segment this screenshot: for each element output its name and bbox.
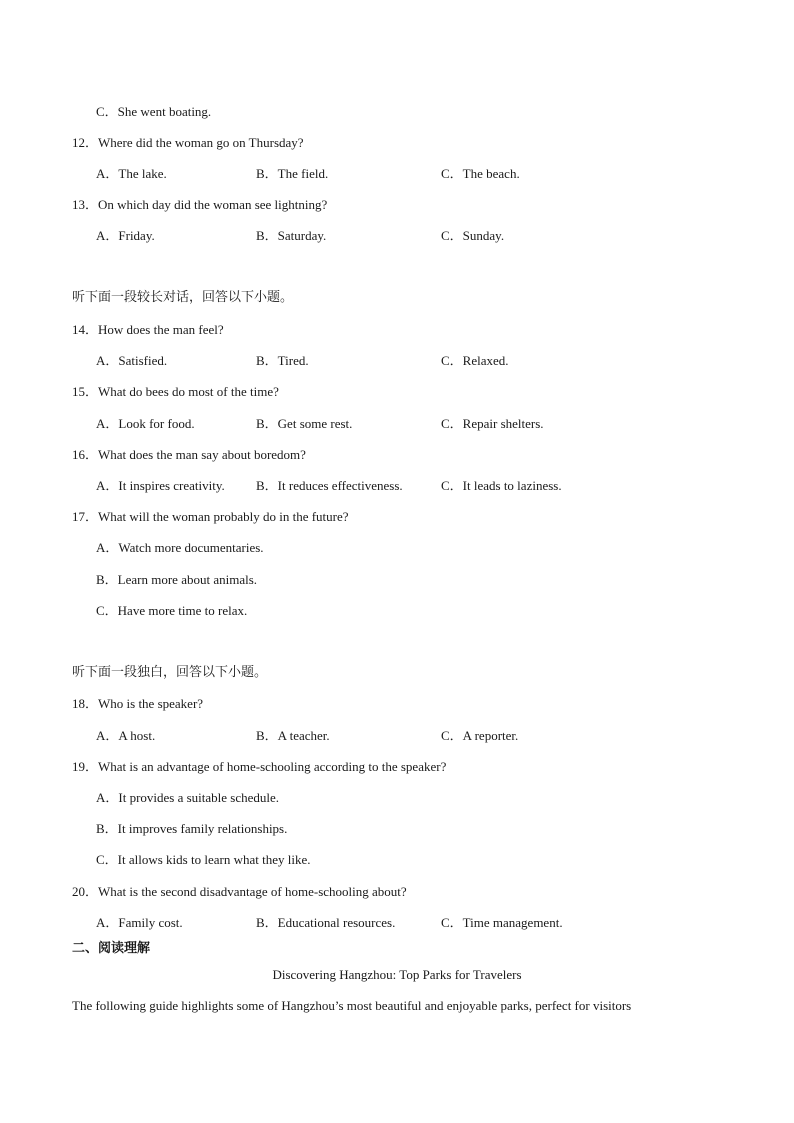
- q20-stem: 20．What is the second disadvantage of home-schooling about?: [72, 884, 407, 899]
- q19-option-a: A．It provides a suitable schedule.: [96, 790, 280, 805]
- q16-option-b: B．It reduces effectiveness.: [256, 478, 403, 493]
- q19-option-b: B．It improves family relationships.: [96, 821, 288, 836]
- q14-stem: 14．How does the man feel?: [72, 322, 224, 337]
- section-long-dialogue-instruction: 听下面一段较长对话，回答以下小题。: [72, 290, 294, 305]
- q20-option-b: B．Educational resources.: [256, 915, 396, 930]
- q18-option-a: A．A host.: [96, 728, 156, 743]
- q12-stem: 12．Where did the woman go on Thursday?: [72, 135, 304, 150]
- q20-option-a: A．Family cost.: [96, 915, 183, 930]
- q15-option-b: B．Get some rest.: [256, 416, 353, 431]
- q13-option-a: A．Friday.: [96, 228, 155, 243]
- q17-option-c: C．Have more time to relax.: [96, 603, 248, 618]
- q14-option-c: C．Relaxed.: [441, 353, 509, 368]
- q18-stem: 18．Who is the speaker?: [72, 696, 204, 711]
- q15-option-a: A．Look for food.: [96, 416, 195, 431]
- q15-stem: 15．What do bees do most of the time?: [72, 384, 279, 399]
- q19-option-c: C．It allows kids to learn what they like.: [96, 852, 311, 867]
- q13-option-b: B．Saturday.: [256, 228, 327, 243]
- q15-option-c: C．Repair shelters.: [441, 416, 544, 431]
- q11-option-c: C．She went boating.: [96, 104, 212, 119]
- q20-option-c: C．Time management.: [441, 915, 563, 930]
- q12-option-a: A．The lake.: [96, 166, 167, 181]
- q13-option-c: C．Sunday.: [441, 228, 505, 243]
- passage-paragraph: The following guide highlights some of Hangzhou’s most beautiful and enjoyable parks, perfect for visitors: [72, 998, 632, 1013]
- q19-stem: 19．What is an advantage of home-schooling according to the speaker?: [72, 759, 447, 774]
- q16-option-c: C．It leads to laziness.: [441, 478, 562, 493]
- q14-option-a: A．Satisfied.: [96, 353, 168, 368]
- q14-option-b: B．Tired.: [256, 353, 309, 368]
- q16-option-a: A．It inspires creativity.: [96, 478, 225, 493]
- q17-option-a: A．Watch more documentaries.: [96, 540, 264, 555]
- q18-option-c: C．A reporter.: [441, 728, 519, 743]
- section-monologue-instruction: 听下面一段独白，回答以下小题。: [72, 665, 268, 680]
- q17-option-b: B．Learn more about animals.: [96, 572, 258, 587]
- q17-stem: 17．What will the woman probably do in the future?: [72, 509, 349, 524]
- q13-stem: 13．On which day did the woman see lightning?: [72, 197, 328, 212]
- q12-option-b: B．The field.: [256, 166, 329, 181]
- q18-option-b: B．A teacher.: [256, 728, 330, 743]
- q16-stem: 16．What does the man say about boredom?: [72, 447, 306, 462]
- q12-option-c: C．The beach.: [441, 166, 520, 181]
- passage-title: Discovering Hangzhou: Top Parks for Travelers: [272, 967, 522, 982]
- reading-section-heading: 二、阅读理解: [72, 941, 151, 956]
